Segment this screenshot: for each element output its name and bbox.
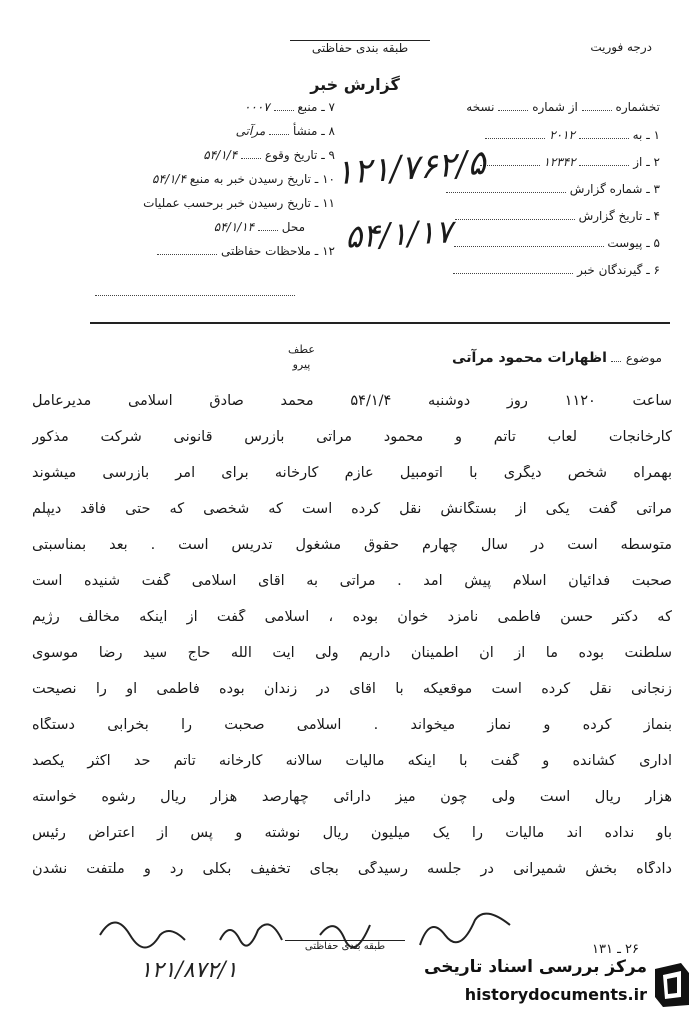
subject-margin-notes — [288, 342, 315, 372]
watermark — [405, 955, 695, 1015]
body-line: ساعت ۱۱۲۰ روز دوشنبه ۵۴/۱/۴ محمد صادق اسلامی مدیرعامل — [32, 393, 672, 409]
form-left-row — [85, 220, 335, 244]
body-line: هزار ریال است ولی چون میز دارائی چهارصد هزار ریال رشوه خواسته — [32, 789, 672, 805]
form-left-label: ۹ ـ تاریخ وقوع — [264, 148, 335, 162]
margin-note-atf: عطف — [288, 343, 315, 356]
form-right-num: ۳ ـ شماره گزارش — [569, 182, 660, 196]
subject-label: موضوع — [625, 351, 662, 365]
watermark-url: historydocuments.ir — [464, 985, 647, 1004]
body-line: اداری کشانده و گفت با اینکه مالیات سالانه کارخانه تاتم حد اکثر یکصد — [32, 753, 672, 769]
form-right-num: تخشماره — [615, 100, 660, 114]
body-line: بنماز کرده و نماز میخواند . اسلامی صحبت را بخرابی دستگاه — [32, 717, 672, 733]
form-left-label: ۷ ـ منبع — [297, 100, 335, 114]
form-left-extra-line — [95, 295, 295, 296]
form-right-num: ۴ ـ تاریخ گزارش — [578, 209, 660, 223]
form-right-value: ۱۲۳۴۲ — [543, 155, 576, 169]
form-left-label: ۱۲ ـ ملاحظات حفاظتی — [221, 244, 335, 258]
form-right-num: ۱ ـ به — [632, 128, 660, 142]
signature-2 — [220, 924, 282, 945]
classification-bottom-label: طبقه بندی حفاظتی — [304, 941, 386, 952]
form-left-label: ۸ ـ منشأ — [292, 124, 335, 138]
classification-bottom — [285, 940, 405, 952]
form-left-value: ۰۰۰۷ — [243, 100, 270, 114]
signature-4 — [420, 914, 510, 945]
body-line: سلطنت بوده ما از آن اطمینان داریم ولی آیت الله حاج سید رضا موسوی — [32, 645, 672, 661]
form-right-row — [370, 263, 660, 290]
form-left-value: ۵۴/۱/۴ — [152, 172, 186, 186]
handwritten-number-2: ۵۴/۱/۱۷ — [344, 212, 454, 256]
form-left-row — [85, 100, 335, 124]
signature-1 — [100, 923, 185, 948]
footer-handwritten-number: ۱۲۱/۸۷۲/۱ — [140, 958, 238, 983]
form-left-row — [85, 172, 335, 196]
body-line: بهمراه شخص دیگری با اتومبیل عازم کارخانه برای امر بازرسی میشوند — [32, 465, 672, 481]
subject-row — [362, 350, 662, 366]
watermark-org-name: مرکز بررسی اسناد تاریخی — [424, 957, 647, 977]
page-title: گزارش خبر — [310, 75, 400, 94]
body-line: دادگاه بخش شمیرانی در جلسه رسیدگی بجای تخفیف بکلی رد و ملتفت نشدن — [32, 861, 672, 877]
form-right-value: نسخه — [466, 100, 495, 114]
form-right-num: ۲ ـ از — [633, 155, 660, 169]
form-left-row — [85, 196, 335, 220]
body-line: که دکتر حسن فاطمی نامزد خوان بوده ، اسلامی گفت از اینکه مخالف رژیم — [32, 609, 672, 625]
body-line: صحبت فدائیان اسلام پیش آمد . مرآتی به آقای اسلامی گفت شنیده است — [32, 573, 672, 589]
body-line: متوسطه است در سال چهارم حقوق مشغول تدریس است . بعد بمناسبتی — [32, 537, 672, 553]
form-left-value: ۵۴/۱/۴ — [203, 148, 238, 162]
form-right — [370, 100, 660, 290]
classification-top-label: طبقه بندی حفاظتی — [311, 41, 409, 55]
form-right-num: ۵ ـ پیوست — [607, 236, 660, 250]
form-left — [85, 100, 335, 268]
body-line: زنجانی نقل کرده است موقعیکه با آقای در زندان بوده فاطمی او را نصیحت — [32, 681, 672, 697]
header-separator — [90, 322, 670, 324]
form-left-value: مرآتی — [235, 124, 266, 138]
form-left-row — [85, 124, 335, 148]
form-right-row — [370, 100, 660, 128]
subject-value: اظهارات محمود مرآتی — [452, 350, 607, 366]
body-line: باو نداده اند مالیات را یک میلیون ریال نوشته و پس از اعتراض رئیس — [32, 825, 672, 841]
watermark-logo-icon — [651, 961, 693, 1009]
classification-top — [290, 40, 430, 55]
form-left-label: ۱۱ ـ تاریخ رسیدن خبر برحسب عملیات — [143, 196, 335, 210]
form-left-row — [85, 244, 335, 268]
form-left-label: محل — [281, 220, 305, 234]
urgency-label: درجه فوریت — [590, 40, 652, 54]
form-left-value: ۵۴/۱/۱۴ — [213, 220, 255, 234]
body-line: کارخانجات لعاب تاتم و محمود مرآتی بازرس قانونی شرکت مذکور — [32, 429, 672, 445]
handwritten-number-1: ۱۲۱/۷۶۲/۵ — [333, 142, 487, 194]
body-line: مرآتی گفت یکی از بستگانش نقل کرده است که شخصی که حتی فاقد دیپلم — [32, 501, 672, 517]
form-right-value: ۲۰۱۲ — [549, 128, 575, 142]
form-left-label: ۱۰ ـ تاریخ رسیدن خبر به منبع — [189, 172, 335, 186]
form-left-row — [85, 148, 335, 172]
margin-note-peiro: پیرو — [292, 358, 311, 371]
form-right-label: از شماره — [532, 100, 578, 114]
footer-code: ۲۶ ـ ۱۳۱ — [592, 942, 639, 957]
form-right-num: ۶ ـ گیرندگان خبر — [577, 263, 660, 277]
